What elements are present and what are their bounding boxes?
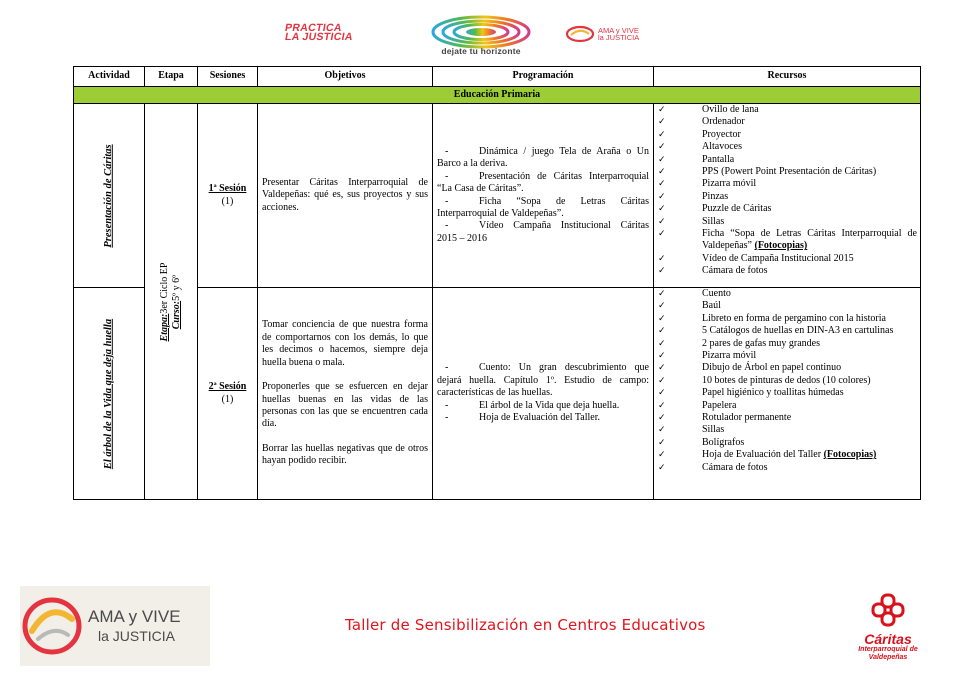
resource-item — [658, 216, 917, 228]
resource-label: Ficha “Sopa de Letras Cáritas Interparroquial de Valdepeñas” — [702, 228, 917, 252]
programming-table — [73, 66, 921, 500]
resource-text — [702, 203, 917, 215]
resource-label: Cuento — [702, 288, 731, 299]
programming-item-text: Cuento: Un gran descubrimiento que dejará huella. Capítulo 1º. Estudio de campo: características de las huellas. — [437, 362, 649, 399]
resource-label: Pinzas — [702, 190, 729, 202]
education-level-label: Educación Primaria — [74, 87, 921, 104]
activity-name: El árbol de la Vida que deja huella — [102, 318, 114, 469]
resource-item — [658, 313, 917, 325]
resources-cell — [654, 288, 921, 500]
check-mark-icon: ✓ — [658, 117, 666, 128]
resource-text — [702, 141, 917, 153]
check-mark-icon: ✓ — [658, 326, 666, 337]
check-mark-icon: ✓ — [658, 313, 666, 324]
resource-label: Libreto en forma de pergamino con la historia — [702, 312, 886, 324]
session-cell — [198, 104, 258, 288]
programming-cell — [433, 104, 654, 288]
resource-text — [702, 325, 917, 337]
programming-cell — [433, 288, 654, 500]
resource-label: Hoja de Evaluación del Taller — [702, 449, 822, 461]
resource-item — [658, 362, 917, 374]
check-mark-icon: ✓ — [658, 229, 666, 240]
resource-text — [702, 216, 917, 228]
check-mark-icon: ✓ — [658, 425, 666, 436]
resource-label: PPS (Powert Point Presentación de Cáritas) — [702, 166, 877, 178]
programming-item: - Vídeo Campaña Institucional Cáritas 2015 – 2016 — [437, 220, 649, 244]
caritas-subtitle-line1: Interparroquial de — [858, 646, 918, 653]
resource-item — [658, 154, 917, 166]
session-title: 2ª Sesión — [208, 381, 247, 393]
resource-item — [658, 228, 917, 253]
resource-label: Vídeo de Campaña Institucional 2015 — [702, 252, 854, 264]
resource-label: Pantalla — [702, 153, 735, 165]
objectives-cell — [258, 288, 433, 500]
objectives-cell — [258, 104, 433, 288]
check-mark-icon: ✓ — [658, 191, 666, 202]
etapa-text — [159, 262, 183, 341]
resource-text — [702, 104, 917, 116]
hands-heart-icon — [565, 25, 595, 43]
resource-item — [658, 375, 917, 387]
resource-item — [658, 350, 917, 362]
session-title: 1ª Sesión — [208, 183, 247, 195]
education-level-band — [74, 87, 921, 104]
resource-label: Pizarra móvil — [702, 350, 757, 362]
programming-item-text: Hoja de Evaluación del Taller. — [479, 412, 601, 424]
resource-text — [702, 437, 917, 449]
session-cell — [198, 288, 258, 500]
resource-label: Rotulador permanente — [702, 412, 792, 424]
etapa-cell — [145, 104, 198, 500]
resource-text — [702, 154, 917, 166]
resource-item — [658, 325, 917, 337]
resource-label: Proyector — [702, 128, 741, 140]
check-mark-icon: ✓ — [658, 363, 666, 374]
resource-text — [702, 116, 917, 128]
resource-text — [702, 375, 917, 387]
check-mark-icon: ✓ — [658, 375, 666, 386]
programming-item: - Dinámica / juego Tela de Araña o Un Barco a la deriva. — [437, 145, 649, 170]
resource-label: Baúl — [702, 300, 721, 312]
resource-item — [658, 116, 917, 128]
resource-item — [658, 141, 917, 153]
resource-label: Puzzle de Cáritas — [702, 203, 772, 215]
resource-label: 10 botes de pinturas de dedos (10 colores) — [702, 374, 871, 386]
resource-text — [702, 387, 917, 399]
workshop-title: Taller de Sensibilización en Centros Educativos — [345, 616, 706, 634]
objective-text: Borrar las huellas negativas que de otros hayan podido recibir. — [262, 442, 428, 467]
etapa-value: 3er Ciclo EP — [159, 262, 170, 314]
check-mark-icon: ✓ — [658, 129, 666, 140]
resource-label: Pizarra móvil — [702, 178, 757, 190]
caritas-cross-icon — [871, 593, 905, 627]
resource-label: Cámara de fotos — [702, 461, 768, 473]
resource-text — [702, 338, 917, 350]
ama-vive-justicia-logo — [20, 586, 210, 666]
column-header-recursos: Recursos — [654, 67, 921, 87]
column-header-etapa: Etapa — [145, 67, 198, 87]
resource-item — [658, 424, 917, 436]
column-header-actividad: Actividad — [74, 67, 145, 87]
column-header-sesiones: Sesiones — [198, 67, 258, 87]
resource-text — [702, 265, 917, 277]
resource-emphasis: (Fotocopias) — [823, 449, 877, 461]
practica-la-justicia-logo — [285, 24, 407, 44]
check-mark-icon: ✓ — [658, 351, 666, 362]
resource-item — [658, 449, 917, 461]
practica-logo-line1: PRACTICA — [284, 22, 343, 34]
caritas-logo — [848, 593, 928, 663]
resource-text — [702, 400, 917, 412]
programming-item: - Hoja de Evaluación del Taller. — [445, 412, 601, 424]
resource-item — [658, 437, 917, 449]
table-row — [74, 104, 921, 288]
resource-item — [658, 338, 917, 350]
caritas-subtitle-line2: Valdepeñas — [868, 654, 908, 661]
resource-text — [702, 288, 917, 300]
programming-item: - Presentación de Cáritas Interparroquial “La Casa de Cáritas”. — [437, 170, 649, 195]
swirl-logo-tagline: dejate tu horizonte — [441, 46, 521, 56]
hands-heart-icon — [20, 595, 84, 657]
resources-cell — [654, 104, 921, 288]
column-header-objetivos: Objetivos — [258, 67, 433, 87]
resource-label: Sillas — [702, 424, 725, 436]
session-count: (1) — [221, 393, 234, 405]
objective-text: Proponerles que se esfuercen en dejar huellas buenas en las vidas de las personas con las que se encuentren cada día. — [262, 381, 428, 430]
resource-label: Ordenador — [702, 116, 745, 128]
check-mark-icon: ✓ — [658, 289, 666, 299]
resource-text — [702, 412, 917, 424]
resource-text — [702, 313, 917, 325]
resource-text — [702, 166, 917, 178]
resource-label: Papel higiénico y toallitas húmedas — [702, 387, 844, 399]
table-row — [74, 288, 921, 500]
resource-text — [702, 253, 917, 265]
resources-list — [654, 288, 920, 474]
resource-item — [658, 300, 917, 312]
resource-text — [702, 228, 917, 253]
check-mark-icon: ✓ — [658, 266, 666, 277]
check-mark-icon: ✓ — [658, 154, 666, 165]
check-mark-icon: ✓ — [658, 105, 666, 115]
resource-item — [658, 191, 917, 203]
curso-value: 5º y 6º — [171, 274, 182, 301]
resource-item — [658, 178, 917, 190]
resource-text — [702, 191, 917, 203]
resources-list — [654, 104, 920, 278]
resource-text — [702, 300, 917, 312]
table-header-row — [74, 67, 921, 87]
objective-text: Presentar Cáritas Interparroquial de Valdepeñas: qué es, sus proyectos y sus acciones. — [262, 176, 428, 213]
programming-item: - El árbol de la Vida que deja huella. — [445, 399, 620, 411]
practica-logo-line2: LA JUSTICIA — [284, 31, 354, 43]
caritas-name: Cáritas — [864, 631, 912, 647]
resource-item — [658, 387, 917, 399]
column-header-programacion: Programación — [433, 67, 654, 87]
resource-text — [702, 129, 917, 141]
curso-label: Curso: — [171, 300, 182, 329]
resource-text — [702, 362, 917, 374]
swirl-logo-graphic — [415, 15, 545, 49]
objective-text: Tomar conciencia de que nuestra forma de comportarnos con los demás, lo que les decimos o hacemos, siempre deja huella buena o mala. — [262, 319, 428, 368]
activity-cell — [74, 288, 145, 500]
ama-logo-line2: la JUSTICIA — [98, 628, 176, 644]
resource-item — [658, 400, 917, 412]
etapa-label: Etapa: — [159, 313, 170, 341]
resource-label: Sillas — [702, 215, 725, 227]
resource-label: 5 Catálogos de huellas en DIN-A3 en cartulinas — [702, 325, 894, 337]
swirl-logo — [415, 15, 545, 57]
ama-logo-small-line2: la JUSTICIA — [598, 33, 640, 42]
check-mark-icon: ✓ — [658, 462, 666, 473]
resource-label: Cámara de fotos — [702, 265, 768, 277]
check-mark-icon: ✓ — [658, 253, 666, 264]
check-mark-icon: ✓ — [658, 179, 666, 190]
resource-item — [658, 104, 917, 116]
check-mark-icon: ✓ — [658, 413, 666, 424]
check-mark-icon: ✓ — [658, 437, 666, 448]
check-mark-icon: ✓ — [658, 142, 666, 153]
check-mark-icon: ✓ — [658, 450, 666, 461]
resource-text — [702, 462, 917, 474]
resource-item — [658, 129, 917, 141]
resource-text — [702, 449, 917, 461]
resource-label: Bolígrafos — [702, 436, 745, 448]
resource-item — [658, 203, 917, 215]
programming-item: - Ficha “Sopa de Letras Cáritas Interparroquial de Valdepeñas”. — [437, 195, 649, 219]
resource-item — [658, 462, 917, 474]
ama-logo-line1: AMA y VIVE — [88, 607, 181, 626]
resource-label: Papelera — [702, 399, 737, 411]
check-mark-icon: ✓ — [658, 388, 666, 399]
resource-label: Dibujo de Árbol en papel continuo — [702, 362, 842, 374]
resource-label: Altavoces — [702, 141, 742, 153]
programming-item-text: Vídeo Campaña Institucional Cáritas 2015 – 2016 — [437, 220, 649, 244]
ama-logo-small-line1: AMA y VIVE — [598, 26, 639, 35]
ama-vive-logo-small — [565, 24, 685, 44]
resource-label: 2 pares de gafas muy grandes — [702, 337, 821, 349]
resource-item — [658, 253, 917, 265]
check-mark-icon: ✓ — [658, 301, 666, 312]
resource-text — [702, 350, 917, 362]
programming-item-text: Dinámica / juego Tela de Araña o Un Barco a la deriva. — [437, 145, 649, 170]
resource-emphasis: (Fotocopias) — [754, 240, 808, 252]
programming-item-text: Presentación de Cáritas Interparroquial “La Casa de Cáritas”. — [437, 170, 649, 195]
resource-text — [702, 178, 917, 190]
programming-item: - Cuento: Un gran descubrimiento que dejará huella. Capítulo 1º. Estudio de campo: características de las huellas. — [437, 362, 649, 399]
resource-item — [658, 412, 917, 424]
programming-item-text: El árbol de la Vida que deja huella. — [479, 399, 620, 411]
resource-label: Ovillo de lana — [702, 104, 759, 115]
session-count: (1) — [221, 195, 234, 207]
check-mark-icon: ✓ — [658, 400, 666, 411]
programming-item-text: Ficha “Sopa de Letras Cáritas Interparroquial de Valdepeñas”. — [437, 195, 649, 219]
resource-item — [658, 265, 917, 277]
check-mark-icon: ✓ — [658, 204, 666, 215]
check-mark-icon: ✓ — [658, 216, 666, 227]
activity-name: Presentación de Cáritas — [102, 143, 114, 248]
resource-text — [702, 424, 917, 436]
check-mark-icon: ✓ — [658, 338, 666, 349]
check-mark-icon: ✓ — [658, 167, 666, 178]
resource-item — [658, 166, 917, 178]
resource-item — [658, 288, 917, 300]
activity-cell — [74, 104, 145, 288]
